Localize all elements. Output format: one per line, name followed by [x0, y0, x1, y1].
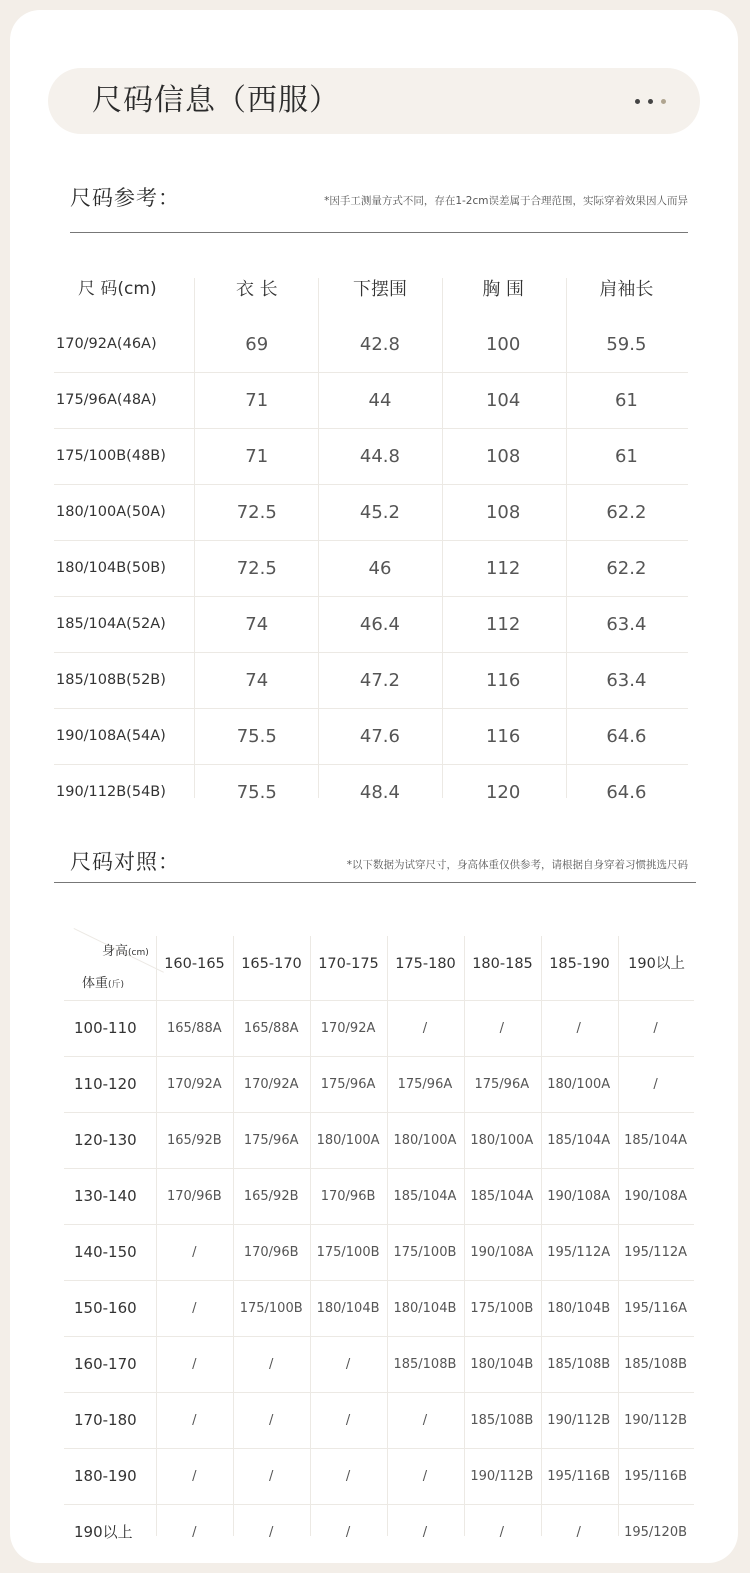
- measure-cell: 61: [614, 390, 638, 411]
- weight-row-label: 110-120: [74, 1075, 137, 1093]
- size-cell: 180/104B: [470, 1357, 534, 1372]
- table-row: [54, 709, 688, 765]
- height-column-header: 160-165: [164, 956, 225, 972]
- size-cell: 195/116A: [624, 1301, 688, 1316]
- measure-cell: 69: [245, 334, 269, 355]
- size-cell: 185/104A: [547, 1133, 611, 1148]
- table-row: [64, 1449, 694, 1505]
- height-column-header: 165-170: [241, 956, 302, 972]
- size-cell: /: [345, 1469, 351, 1484]
- table-row: [64, 1505, 694, 1560]
- measure-cell: 108: [485, 502, 521, 523]
- table-header-row: [54, 262, 688, 317]
- table-row: [64, 1281, 694, 1337]
- table-row: [54, 429, 688, 485]
- corner-height-label: 身高(cm): [102, 944, 149, 959]
- size-cell: /: [268, 1357, 274, 1372]
- size-cell: 165/92B: [243, 1189, 299, 1204]
- height-column-header: 175-180: [395, 956, 456, 972]
- more-icon[interactable]: [635, 95, 666, 107]
- size-cell: 175/100B: [316, 1245, 380, 1260]
- size-cell: 175/96A: [243, 1133, 299, 1148]
- measure-cell: 74: [245, 614, 269, 635]
- table-row: [54, 597, 688, 653]
- more-icon-dot: [648, 99, 653, 104]
- size-cell: /: [192, 1245, 197, 1260]
- size-label-cell: 175/100B(48B): [56, 448, 166, 464]
- size-cell: 175/100B: [239, 1301, 303, 1316]
- table-row: [64, 1169, 694, 1225]
- size-cell: 185/108B: [547, 1357, 611, 1372]
- size-cell: /: [422, 1469, 428, 1484]
- size-reference-header: [70, 182, 688, 222]
- size-reference-note: *因手工测量方式不同，存在1-2cm误差属于合理范围，实际穿着效果因人而异: [324, 195, 688, 207]
- measure-cell: 108: [485, 446, 521, 467]
- table-row: [64, 1393, 694, 1449]
- size-cell: 180/100A: [316, 1133, 380, 1148]
- size-cell: /: [576, 1525, 581, 1540]
- size-cell: 185/104A: [393, 1189, 457, 1204]
- measure-cell: 45.2: [359, 502, 400, 523]
- table-row: [64, 1225, 694, 1281]
- size-cell: 180/100A: [470, 1133, 534, 1148]
- size-cell: 165/92B: [166, 1133, 222, 1148]
- measure-cell: 63.4: [606, 670, 647, 691]
- measure-cell: 112: [485, 614, 521, 635]
- column-divider: [464, 936, 465, 1536]
- more-icon-dot: [661, 99, 666, 104]
- column-divider: [618, 936, 619, 1536]
- size-chart-title: 尺码对照：: [70, 850, 180, 874]
- size-cell: 180/104B: [547, 1301, 611, 1316]
- size-cell: 170/96B: [243, 1245, 299, 1260]
- measure-cell: 63.4: [606, 614, 647, 635]
- measure-cell: 75.5: [236, 726, 277, 747]
- size-cell: /: [268, 1413, 274, 1428]
- measure-cell: 100: [485, 334, 521, 355]
- size-cell: 195/116B: [624, 1469, 688, 1484]
- table-header-row: [64, 928, 694, 1001]
- size-cell: 195/116B: [547, 1469, 611, 1484]
- size-cell: /: [499, 1525, 504, 1540]
- size-cell: /: [422, 1525, 428, 1540]
- measure-cell: 42.8: [359, 334, 400, 355]
- size-cell: 170/92A: [243, 1077, 299, 1092]
- weight-row-label: 170-180: [74, 1411, 137, 1429]
- size-label-cell: 170/92A(46A): [56, 336, 157, 352]
- size-cell: /: [576, 1021, 581, 1036]
- size-cell: 190/108A: [470, 1245, 534, 1260]
- page-title: 尺码信息（西服）: [92, 83, 340, 118]
- size-cell: /: [192, 1357, 197, 1372]
- column-divider: [156, 936, 157, 1536]
- measure-cell: 47.2: [359, 670, 400, 691]
- measure-cell: 48.4: [359, 782, 400, 803]
- measure-cell: 112: [485, 558, 521, 579]
- measure-cell: 44.8: [359, 446, 400, 467]
- size-cell: 190/112B: [624, 1413, 688, 1428]
- size-cell: /: [268, 1469, 274, 1484]
- size-cell: 190/112B: [547, 1413, 611, 1428]
- size-cell: 195/112A: [547, 1245, 611, 1260]
- measure-cell: 46: [368, 558, 392, 579]
- size-label-cell: 180/104B(50B): [56, 560, 166, 576]
- size-cell: 170/96B: [166, 1189, 222, 1204]
- size-cell: 185/108B: [393, 1357, 457, 1372]
- measure-cell: 59.5: [606, 334, 647, 355]
- size-cell: /: [192, 1413, 197, 1428]
- size-cell: 185/108B: [624, 1357, 688, 1372]
- size-cell: 190/108A: [624, 1189, 688, 1204]
- table-row: [64, 1337, 694, 1393]
- size-cell: /: [192, 1525, 197, 1540]
- measure-cell: 62.2: [606, 502, 647, 523]
- size-cell: 175/100B: [393, 1245, 457, 1260]
- size-cell: /: [345, 1413, 351, 1428]
- measure-cell: 104: [485, 390, 521, 411]
- height-column-header: 170-175: [318, 956, 379, 972]
- weight-row-label: 130-140: [74, 1187, 137, 1205]
- measure-cell: 62.2: [606, 558, 647, 579]
- height-column-header: 185-190: [549, 956, 610, 972]
- size-cell: /: [345, 1357, 351, 1372]
- size-cell: 175/96A: [474, 1077, 530, 1092]
- divider: [54, 882, 696, 883]
- measure-cell: 71: [245, 446, 269, 467]
- measure-cell: 47.6: [359, 726, 400, 747]
- measure-cell: 61: [614, 446, 638, 467]
- size-cell: /: [422, 1021, 428, 1036]
- size-cell: /: [653, 1077, 658, 1092]
- height-column-header: 180-185: [472, 956, 533, 972]
- table-row: [54, 317, 688, 373]
- size-cell: 165/88A: [243, 1021, 299, 1036]
- size-cell: 190/108A: [547, 1189, 611, 1204]
- corner-weight-label: 体重(斤): [82, 976, 125, 991]
- table-row: [54, 653, 688, 709]
- header-cell-size: 尺 码(cm): [78, 279, 157, 299]
- size-reference-title: 尺码参考：: [70, 186, 180, 210]
- measure-cell: 64.6: [606, 782, 647, 803]
- size-cell: 180/100A: [547, 1077, 611, 1092]
- size-cell: /: [499, 1021, 504, 1036]
- size-cell: /: [653, 1021, 658, 1036]
- size-cell: 170/92A: [320, 1021, 376, 1036]
- size-label-cell: 185/108B(52B): [56, 672, 166, 688]
- size-cell: /: [192, 1469, 197, 1484]
- size-label-cell: 190/112B(54B): [56, 784, 166, 800]
- measure-cell: 72.5: [236, 558, 277, 579]
- size-cell: 180/104B: [316, 1301, 380, 1316]
- table-row: [64, 1057, 694, 1113]
- measure-cell: 44: [368, 390, 392, 411]
- weight-row-label: 180-190: [74, 1467, 137, 1485]
- column-divider: [310, 936, 311, 1536]
- measure-cell: 74: [245, 670, 269, 691]
- size-reference-table: [54, 262, 688, 820]
- measure-cell: 64.6: [606, 726, 647, 747]
- size-cell: /: [192, 1301, 197, 1316]
- table-row: [54, 373, 688, 429]
- table-row: [64, 1001, 694, 1057]
- size-cell: 185/108B: [470, 1413, 534, 1428]
- size-cell: 180/100A: [393, 1133, 457, 1148]
- size-cell: /: [422, 1413, 428, 1428]
- measure-cell: 71: [245, 390, 269, 411]
- size-cell: 180/104B: [393, 1301, 457, 1316]
- height-column-header: 190以上: [628, 956, 685, 972]
- weight-row-label: 150-160: [74, 1299, 137, 1317]
- size-label-cell: 180/100A(50A): [56, 504, 166, 520]
- weight-row-label: 190以上: [74, 1523, 133, 1541]
- size-cell: /: [268, 1525, 274, 1540]
- size-cell: 165/88A: [166, 1021, 222, 1036]
- weight-row-label: 100-110: [74, 1019, 137, 1037]
- table-row: [54, 485, 688, 541]
- header-cell-length: 衣 长: [235, 279, 278, 300]
- size-cell: 195/112A: [624, 1245, 688, 1260]
- size-cell: 170/92A: [166, 1077, 222, 1092]
- header-bar: [48, 68, 700, 134]
- size-cell: /: [345, 1525, 351, 1540]
- column-divider: [387, 936, 388, 1536]
- size-chart-header: [70, 846, 688, 886]
- more-icon-dot: [635, 99, 640, 104]
- size-chart-note: *以下数据为试穿尺寸，身高体重仅供参考，请根据自身穿着习惯挑选尺码: [346, 859, 688, 871]
- size-cell: 195/120B: [624, 1525, 688, 1540]
- size-cell: 190/112B: [470, 1469, 534, 1484]
- size-cell: 175/100B: [470, 1301, 534, 1316]
- size-cell: 185/104A: [624, 1133, 688, 1148]
- divider: [70, 232, 688, 233]
- measure-cell: 72.5: [236, 502, 277, 523]
- measure-cell: 46.4: [359, 614, 400, 635]
- weight-row-label: 160-170: [74, 1355, 137, 1373]
- header-cell-chest: 胸 围: [482, 279, 525, 300]
- measure-cell: 75.5: [236, 782, 277, 803]
- header-cell-hem: 下摆围: [353, 279, 408, 300]
- measure-cell: 116: [485, 726, 521, 747]
- table-row: [54, 765, 688, 820]
- weight-row-label: 140-150: [74, 1243, 137, 1261]
- size-cell: 175/96A: [397, 1077, 453, 1092]
- header-cell-sleeve: 肩袖长: [599, 279, 654, 300]
- column-divider: [541, 936, 542, 1536]
- column-divider: [233, 936, 234, 1536]
- size-cell: 170/96B: [320, 1189, 376, 1204]
- measure-cell: 120: [485, 782, 521, 803]
- weight-row-label: 120-130: [74, 1131, 137, 1149]
- size-info-card: [10, 10, 738, 1563]
- size-cell: 185/104A: [470, 1189, 534, 1204]
- size-cell: 175/96A: [320, 1077, 376, 1092]
- size-label-cell: 185/104A(52A): [56, 616, 166, 632]
- table-row: [54, 541, 688, 597]
- size-chart-table: [64, 928, 694, 1560]
- table-row: [64, 1113, 694, 1169]
- size-label-cell: 175/96A(48A): [56, 392, 157, 408]
- measure-cell: 116: [485, 670, 521, 691]
- size-label-cell: 190/108A(54A): [56, 728, 166, 744]
